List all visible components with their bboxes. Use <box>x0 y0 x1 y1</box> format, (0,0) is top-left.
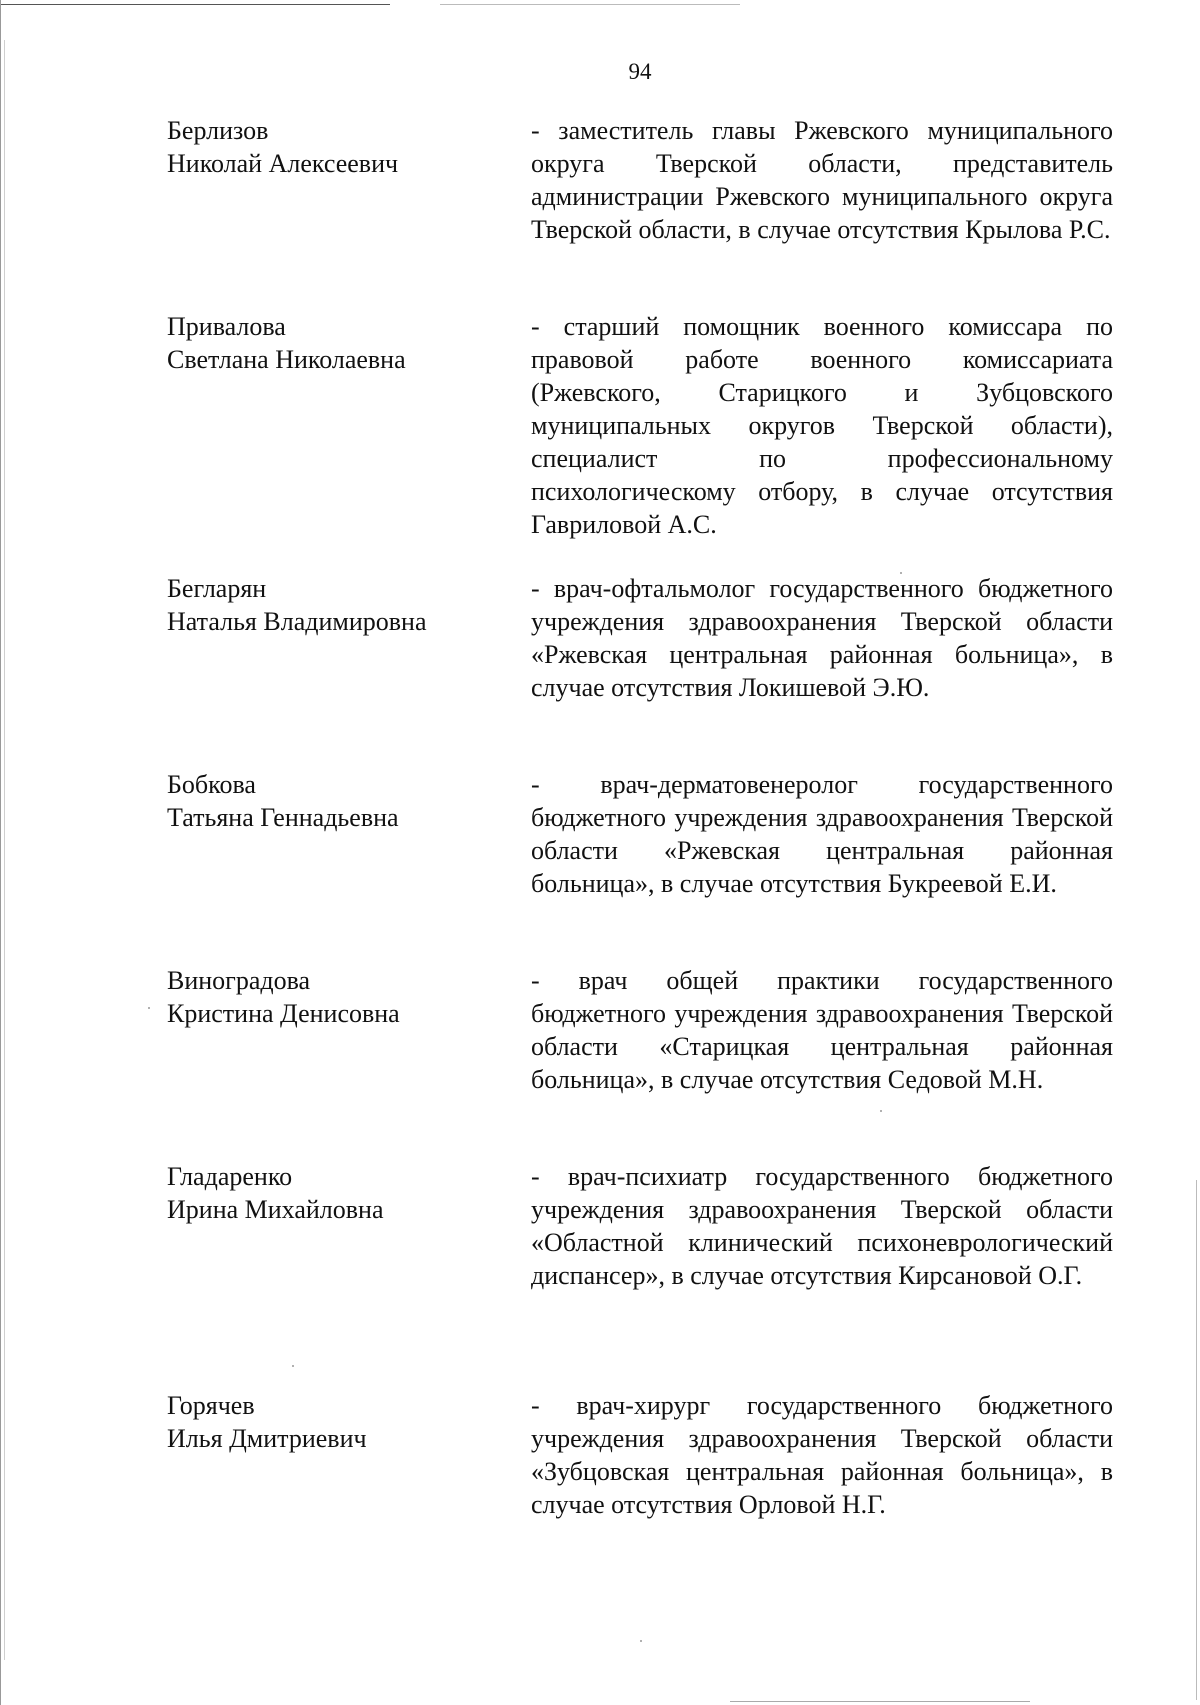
member-surname: Берлизов <box>167 116 269 145</box>
scan-speck <box>148 1007 150 1009</box>
scan-artifact-bottom-line <box>730 1701 1030 1702</box>
scan-speck <box>292 1365 294 1367</box>
member-role: - врач-офтальмолог государственного бюджетного учреждения здравоохранения Тверской области «Ржевская центральная районная больница», в случае отсутствия Локишевой Э.Ю. <box>531 574 1113 702</box>
scan-artifact-top-line-faint <box>440 4 740 5</box>
scan-artifact-top-line <box>0 4 390 5</box>
member-given-names: Николай Алексеевич <box>167 149 399 178</box>
member-role: - врач-дерматовенеролог государственного бюджетного учреждения здравоохранения Тверской области «Ржевская центральная районная больница», в случае отсутствия Букреевой Е.И. <box>531 770 1113 898</box>
member-name <box>167 572 497 638</box>
member-given-names: Ирина Михайловна <box>167 1195 384 1224</box>
member-role: - старший помощник военного комиссара по правовой работе военного комиссариата (Ржевского, Старицкого и Зубцовского муниципальных округов Тверской области), специалист по профессиональному психологическому отбору, в случае отсутствия Гавриловой А.С. <box>531 312 1113 539</box>
member-name <box>167 114 497 180</box>
member-surname: Горячев <box>167 1391 255 1420</box>
member-given-names: Кристина Денисовна <box>167 999 400 1028</box>
member-role: - врач-психиатр государственного бюджетного учреждения здравоохранения Тверской области «Областной клинический психоневрологический диспансер», в случае отсутствия Кирсановой О.Г. <box>531 1162 1113 1290</box>
member-name <box>167 964 497 1030</box>
member-role: - врач общей практики государственного бюджетного учреждения здравоохранения Тверской области «Старицкая центральная районная больница», в случае отсутствия Седовой М.Н. <box>531 966 1113 1094</box>
member-given-names: Татьяна Геннадьевна <box>167 803 399 832</box>
page-number: 94 <box>628 59 652 84</box>
member-surname: Гладаренко <box>167 1162 293 1191</box>
member-role: - заместитель главы Ржевского муниципального округа Тверской области, представитель администрации Ржевского муниципального округа Тверской области, в случае отсутствия Крылова Р.С. <box>531 116 1113 244</box>
scan-artifact-left-edge <box>0 0 1 1705</box>
member-name <box>167 310 497 376</box>
member-surname: Бегларян <box>167 574 267 603</box>
member-given-names: Светлана Николаевна <box>167 345 406 374</box>
scan-artifact-right-edge <box>1196 1180 1197 1700</box>
member-name <box>167 768 497 834</box>
scan-speck <box>880 1110 882 1112</box>
member-surname: Виноградова <box>167 966 311 995</box>
scan-artifact-left-edge-faint <box>4 40 5 1660</box>
scan-speck <box>640 1640 642 1642</box>
member-given-names: Наталья Владимировна <box>167 607 427 636</box>
member-role: - врач-хирург государственного бюджетного учреждения здравоохранения Тверской области «Зубцовская центральная районная больница», в случае отсутствия Орловой Н.Г. <box>531 1391 1113 1519</box>
member-name <box>167 1389 497 1455</box>
member-surname: Привалова <box>167 312 286 341</box>
member-given-names: Илья Дмитриевич <box>167 1424 367 1453</box>
member-name <box>167 1160 497 1226</box>
member-surname: Бобкова <box>167 770 256 799</box>
